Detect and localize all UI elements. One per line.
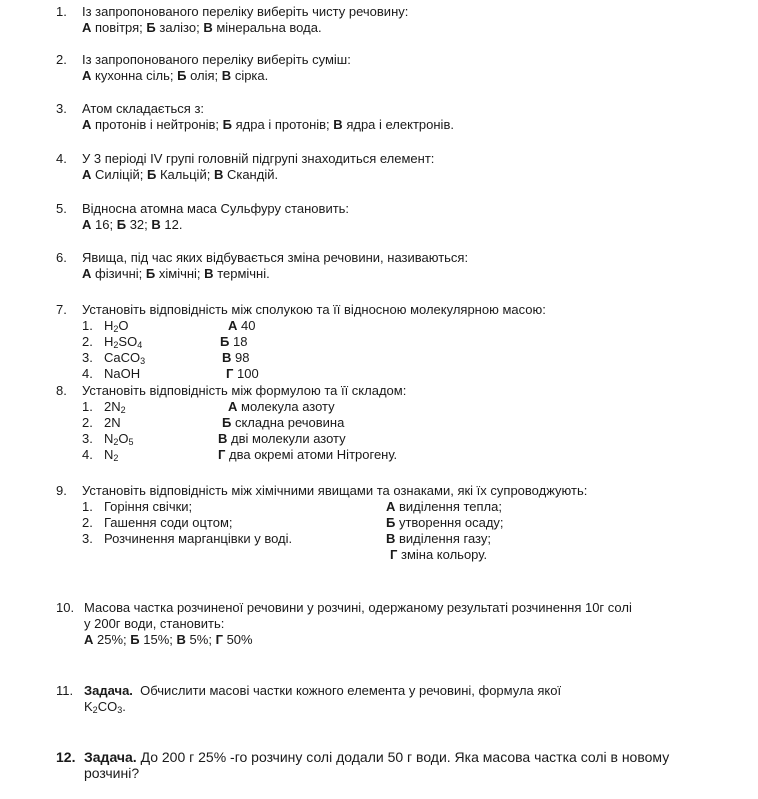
match-option <box>220 334 247 350</box>
item-number: 4. <box>82 366 93 381</box>
match-option <box>386 499 502 515</box>
option-text: ядра і протонів; <box>235 117 330 132</box>
option-text: Скандій. <box>226 167 279 182</box>
option-letter: Б <box>222 415 232 430</box>
option-letter: В <box>203 20 213 35</box>
item-number: 3. <box>82 431 93 446</box>
option-letter: А <box>82 266 92 281</box>
option-text: сірка. <box>234 68 269 83</box>
question-number: 12. <box>56 749 76 765</box>
option-letter: Б <box>386 515 396 530</box>
option-letter: А <box>82 167 92 182</box>
option-text: утворення осаду; <box>398 515 504 530</box>
option-text: фізичні; <box>95 266 143 281</box>
item-number: 2. <box>82 515 93 530</box>
formula: $2N_2$ <box>104 399 126 415</box>
option-text: 40 <box>241 318 256 333</box>
item-number: 3. <box>82 531 93 546</box>
item-text: Розчинення марганцівки у воді. <box>104 531 293 546</box>
question-text: Явища, під час яких відбувається зміна речовини, називаються: <box>82 250 469 265</box>
option-text: 100 <box>237 366 259 381</box>
option-text: дві молекули азоту <box>231 431 346 446</box>
option-letter: Г <box>218 447 226 462</box>
answer-options <box>56 167 736 183</box>
option-text: 15%; <box>143 632 173 647</box>
match-option <box>390 547 487 563</box>
question-number: 4. <box>56 151 67 166</box>
question-text-cont: розчині? <box>84 765 140 781</box>
question-number: 3. <box>56 101 67 116</box>
item-text: Гашення соди оцтом; <box>104 515 233 530</box>
formula: NaOH <box>104 366 141 381</box>
question-text: До 200 г 25% -го розчину солі додали 50 г води. Яка масова частка солі в новому <box>140 749 670 765</box>
option-letter: А <box>386 499 396 514</box>
match-row <box>56 499 736 515</box>
option-letter: В <box>204 266 214 281</box>
option-text: виділення тепла; <box>399 499 502 514</box>
option-letter: В <box>333 117 343 132</box>
answer-options <box>56 117 736 133</box>
match-row <box>56 318 736 334</box>
option-text: мінеральна вода. <box>216 20 322 35</box>
question-text: Із запропонованого переліку виберіть чисту речовину: <box>82 4 409 19</box>
match-row <box>56 399 736 415</box>
match-row <box>56 531 736 547</box>
item-number: 2. <box>82 334 93 349</box>
option-text: 18 <box>232 334 248 349</box>
formula: $H_2SO_4$ <box>104 334 143 350</box>
item-number: 1. <box>82 499 93 514</box>
question-number: 7. <box>56 302 67 317</box>
question-number: 1. <box>56 4 67 19</box>
option-text: 25%; <box>97 632 127 647</box>
match-option <box>386 515 504 531</box>
match-option <box>226 366 259 382</box>
formula: $H_2O$ <box>104 318 129 334</box>
question-text: Відносна атомна маса Сульфуру становить: <box>82 201 350 216</box>
question-text: Масова частка розчиненої речовини у розчині, одержаному результаті розчинення 10г солі <box>84 600 632 615</box>
option-text: кухонна сіль; <box>95 68 174 83</box>
match-row <box>56 366 736 382</box>
question-text: Установіть відповідність між сполукою та її відносною молекулярною масою: <box>82 302 546 317</box>
answer-options <box>56 68 736 84</box>
match-row <box>56 431 736 447</box>
option-letter: Б <box>222 117 232 132</box>
option-letter: Г <box>390 547 398 562</box>
question-text: Із запропонованого переліку виберіть суміш: <box>82 52 351 67</box>
option-letter: Б <box>146 20 156 35</box>
match-option <box>222 350 249 366</box>
question-1 <box>56 4 736 36</box>
option-text: термічні. <box>217 266 270 281</box>
match-option <box>222 415 344 431</box>
question-11 <box>56 683 736 715</box>
option-letter: В <box>218 431 228 446</box>
option-letter: В <box>386 531 396 546</box>
question-number: 11. <box>56 683 74 698</box>
option-letter: Г <box>215 632 223 647</box>
item-number: 1. <box>82 399 93 414</box>
question-number: 10. <box>56 600 75 615</box>
item-number: 3. <box>82 350 93 365</box>
option-letter: А <box>82 217 92 232</box>
formula: $N_2$ <box>104 447 119 463</box>
formula: $K_2CO_3$. <box>84 699 126 715</box>
option-text: виділення газу; <box>399 531 491 546</box>
option-letter: А <box>84 632 94 647</box>
item-number: 1. <box>82 318 93 333</box>
option-letter: Б <box>220 334 230 349</box>
match-row <box>56 447 736 463</box>
option-letter: А <box>82 68 92 83</box>
answer-options <box>56 266 736 282</box>
question-12 <box>56 749 736 781</box>
option-text: Силіцій; <box>95 167 144 182</box>
option-text: ядра і електронів. <box>346 117 454 132</box>
question-text: Обчислити масові частки кожного елемента у речовині, формула якої <box>140 683 562 698</box>
item-number: 4. <box>82 447 93 462</box>
option-text: залізо; <box>159 20 200 35</box>
match-row <box>56 350 736 366</box>
option-letter: Б <box>145 266 156 281</box>
option-letter: Б <box>116 217 127 232</box>
match-option <box>218 431 346 447</box>
item-text: Горіння свічки; <box>104 499 193 514</box>
question-8 <box>56 383 736 463</box>
option-letter: В <box>151 217 161 232</box>
option-text: олія; <box>190 68 219 83</box>
option-text: 12. <box>164 217 183 232</box>
question-number: 9. <box>56 483 67 498</box>
question-10 <box>56 600 736 648</box>
answer-options <box>56 20 736 36</box>
option-letter: А <box>82 20 92 35</box>
match-option <box>386 531 491 547</box>
option-letter: В <box>222 350 232 365</box>
option-letter: Б <box>177 68 187 83</box>
question-2 <box>56 52 736 84</box>
question-5 <box>56 201 736 233</box>
option-letter: В <box>176 632 186 647</box>
question-6 <box>56 250 736 282</box>
option-text: 32; <box>129 217 148 232</box>
question-text: Установіть відповідність між формулою та її складом: <box>82 383 407 398</box>
option-text: молекула азоту <box>241 399 335 414</box>
task-label: Задача. <box>84 683 133 698</box>
option-text: зміна кольору. <box>401 547 488 562</box>
option-letter: Г <box>226 366 234 381</box>
question-text-cont: у 200г води, становить: <box>84 616 225 631</box>
option-letter: А <box>228 399 238 414</box>
question-3 <box>56 101 736 133</box>
option-text: 5%; <box>189 632 212 647</box>
question-4 <box>56 151 736 183</box>
option-text: хімічні; <box>158 266 201 281</box>
option-letter: А <box>82 117 92 132</box>
match-row <box>56 547 736 563</box>
match-row <box>56 334 736 350</box>
match-row <box>56 515 736 531</box>
option-letter: А <box>228 318 238 333</box>
task-label: Задача. <box>84 749 137 765</box>
answer-options <box>56 217 736 233</box>
option-text: 16; <box>95 217 114 232</box>
question-9 <box>56 483 736 563</box>
question-text: У 3 періоді IV групі головній підгрупі знаходиться елемент: <box>82 151 435 166</box>
item-number: 2. <box>82 415 93 430</box>
question-text: Атом складається з: <box>82 101 205 116</box>
question-7 <box>56 302 736 382</box>
match-option <box>228 318 255 334</box>
option-letter: Б <box>146 167 157 182</box>
formula: $N_2O_5$ <box>104 431 134 447</box>
question-text: Установіть відповідність між хімічними явищами та ознаками, які їх супроводжують: <box>82 483 588 498</box>
answer-options <box>56 632 736 648</box>
option-letter: Б <box>130 632 140 647</box>
question-number: 5. <box>56 201 67 216</box>
option-text: 50% <box>226 632 253 647</box>
formula: CaCO$_3$ <box>104 350 146 366</box>
option-text: 98 <box>235 350 250 365</box>
question-number: 8. <box>56 383 67 398</box>
option-text: Кальцій; <box>159 167 211 182</box>
option-text: протонів і нейтронів; <box>95 117 220 132</box>
question-number: 6. <box>56 250 67 265</box>
option-text: повітря; <box>95 20 143 35</box>
match-option <box>218 447 397 463</box>
option-text: два окремі атоми Нітрогену. <box>229 447 398 462</box>
match-option <box>228 399 335 415</box>
option-letter: В <box>213 167 224 182</box>
option-letter: В <box>221 68 232 83</box>
option-text: складна речовина <box>234 415 345 430</box>
question-number: 2. <box>56 52 67 67</box>
formula: 2N <box>104 415 121 430</box>
match-row <box>56 415 736 431</box>
